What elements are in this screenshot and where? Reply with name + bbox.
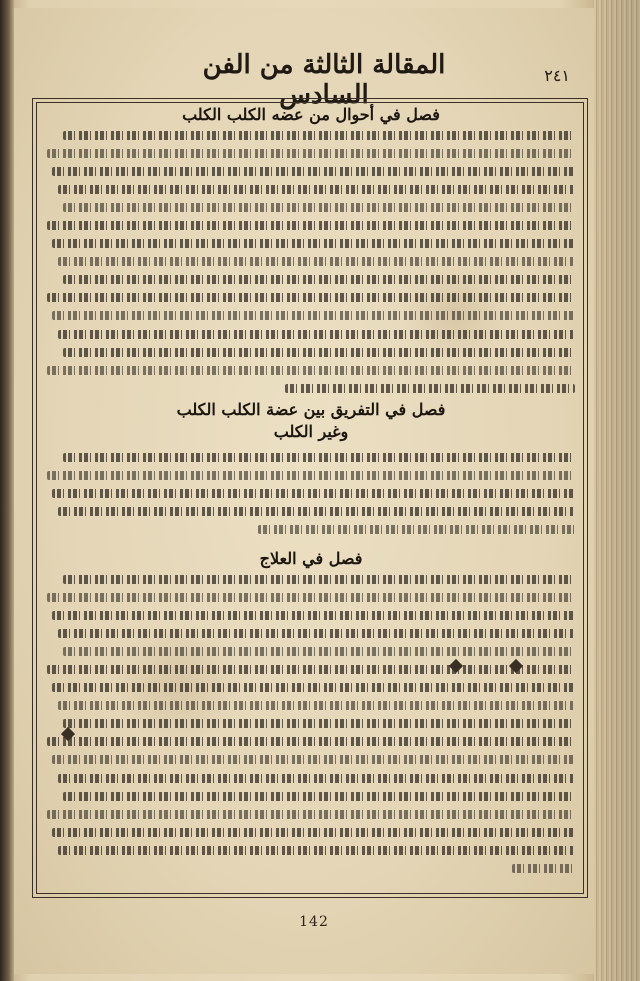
text-line — [47, 591, 575, 604]
text-line — [47, 844, 575, 857]
text-line-ink — [47, 593, 575, 602]
text-line-ink — [58, 185, 575, 194]
text-line — [47, 753, 575, 766]
text-line — [47, 346, 575, 359]
text-line-ink — [63, 453, 575, 462]
text-line-ink — [47, 366, 575, 375]
text-line-ink — [58, 330, 575, 339]
section-heading: فصل في العلاج — [259, 549, 363, 568]
text-line-ink — [47, 149, 575, 158]
binding-gutter — [0, 0, 14, 981]
text-line — [47, 291, 575, 304]
text-line — [47, 663, 575, 676]
text-line — [47, 165, 575, 178]
text-line-ink — [47, 293, 575, 302]
text-line-ink — [47, 810, 575, 819]
text-line-ink — [63, 275, 575, 284]
text-line — [47, 328, 575, 341]
text-line — [47, 808, 575, 821]
text-line-ink — [63, 131, 575, 140]
text-line-ink — [58, 846, 575, 855]
text-line-ink — [52, 755, 575, 764]
text-line — [47, 790, 575, 803]
text-line-ink — [63, 792, 575, 801]
text-line — [47, 627, 575, 640]
text-line — [47, 451, 575, 464]
text-line — [47, 309, 575, 322]
text-line — [47, 573, 575, 586]
text-line — [47, 364, 575, 377]
text-line-ink — [58, 629, 575, 638]
text-line-ink — [512, 864, 575, 873]
text-line — [47, 862, 575, 875]
text-line — [47, 382, 575, 395]
text-line-ink — [63, 575, 575, 584]
text-line-ink — [285, 384, 575, 393]
text-line — [47, 487, 575, 500]
text-line-ink — [52, 489, 575, 498]
text-frame — [32, 98, 588, 898]
text-line-ink — [58, 257, 575, 266]
text-line — [47, 129, 575, 142]
text-line-ink — [58, 774, 575, 783]
text-line — [47, 505, 575, 518]
text-line — [47, 183, 575, 196]
text-line — [47, 609, 575, 622]
text-line-ink — [258, 525, 575, 534]
text-line-ink — [47, 221, 575, 230]
page-edges — [594, 0, 640, 981]
text-line — [47, 699, 575, 712]
section-body — [47, 129, 575, 400]
text-line-ink — [52, 167, 575, 176]
text-line-ink — [63, 348, 575, 357]
running-head — [44, 50, 584, 110]
section-body — [47, 451, 575, 541]
text-line-ink — [63, 719, 575, 728]
text-line — [47, 523, 575, 536]
text-line — [47, 645, 575, 658]
text-line-ink — [52, 828, 575, 837]
text-line — [47, 273, 575, 286]
section-heading: فصل في التفريق بين عضة الكلب الكلب وغير الكلب — [176, 400, 446, 441]
text-line — [47, 255, 575, 268]
running-head-title: المقالة الثالثة من الفن السادس — [202, 50, 446, 110]
page-number: 142 — [299, 914, 329, 930]
text-line — [47, 469, 575, 482]
text-line-ink — [52, 611, 575, 620]
text-line — [47, 219, 575, 232]
section-heading: فصل في أحوال من عضه الكلب الكلب — [182, 105, 440, 124]
text-line-ink — [63, 647, 575, 656]
text-line — [47, 237, 575, 250]
text-line — [47, 681, 575, 694]
text-line-ink — [52, 239, 575, 248]
text-line-ink — [52, 683, 575, 692]
text-line-ink — [52, 311, 575, 320]
text-line — [47, 735, 575, 748]
text-line-ink — [63, 203, 575, 212]
text-line-ink — [58, 507, 575, 516]
text-line — [47, 826, 575, 839]
text-line-ink — [47, 665, 575, 674]
text-line-ink — [47, 737, 575, 746]
text-line — [47, 147, 575, 160]
book-page — [14, 8, 594, 974]
section-body — [47, 573, 575, 880]
folio-number: ٢٤١ — [544, 66, 570, 85]
text-line — [47, 717, 575, 730]
text-line-ink — [47, 471, 575, 480]
text-line — [47, 772, 575, 785]
text-line-ink — [58, 701, 575, 710]
text-line — [47, 201, 575, 214]
